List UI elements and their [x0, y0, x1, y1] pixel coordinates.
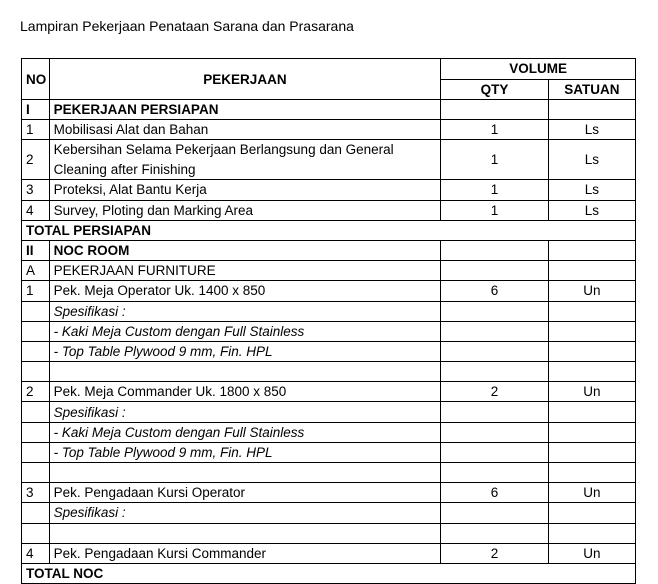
cell-qty	[441, 321, 548, 341]
cell-qty	[441, 341, 548, 361]
cell-satuan	[548, 422, 635, 442]
cell-no: II	[22, 240, 50, 260]
cell-satuan	[548, 100, 635, 120]
total-row	[22, 563, 636, 583]
table-row	[22, 321, 636, 341]
work-table	[21, 58, 636, 584]
cell-no	[22, 301, 50, 321]
cell-satuan: Un	[548, 543, 635, 563]
cell-no: 3	[22, 483, 50, 503]
cell-no	[22, 422, 50, 442]
cell-qty	[441, 503, 548, 523]
cell-no	[22, 503, 50, 523]
cell-pekerjaan: - Top Table Plywood 9 mm, Fin. HPL	[49, 442, 441, 462]
cell-no	[22, 402, 50, 422]
cell-pekerjaan: NOC ROOM	[49, 240, 441, 260]
header-qty: QTY	[441, 79, 548, 100]
cell-pekerjaan: Pek. Meja Operator Uk. 1400 x 850	[49, 281, 441, 301]
cell-satuan	[548, 503, 635, 523]
header-volume: VOLUME	[441, 59, 636, 80]
cell-no	[22, 442, 50, 462]
cell-qty	[441, 240, 548, 260]
cell-pekerjaan: Spesifikasi :	[49, 402, 441, 422]
cell-qty: 2	[441, 543, 548, 563]
cell-qty: 1	[441, 200, 548, 220]
table-row	[22, 402, 636, 422]
cell-qty	[441, 422, 548, 442]
cell-no	[22, 341, 50, 361]
table-row	[22, 301, 636, 321]
cell-qty	[441, 100, 548, 120]
table-row	[22, 180, 636, 200]
cell-satuan	[548, 240, 635, 260]
cell-pekerjaan: PEKERJAAN FURNITURE	[49, 261, 441, 281]
cell-satuan	[548, 341, 635, 361]
header-pekerjaan: PEKERJAAN	[49, 59, 441, 100]
cell-no	[22, 321, 50, 341]
cell-qty	[441, 402, 548, 422]
table-row	[22, 382, 636, 402]
cell-satuan	[548, 261, 635, 281]
cell-no: 2	[22, 140, 50, 180]
table-row	[22, 543, 636, 563]
cell-satuan: Ls	[548, 120, 635, 140]
cell-qty	[441, 523, 548, 543]
cell-pekerjaan: Spesifikasi :	[49, 503, 441, 523]
cell-satuan	[548, 523, 635, 543]
cell-satuan	[548, 463, 635, 483]
cell-pekerjaan	[49, 463, 441, 483]
header-no: NO	[22, 59, 50, 100]
cell-qty	[441, 301, 548, 321]
cell-no: 4	[22, 200, 50, 220]
table-row	[22, 422, 636, 442]
cell-no: 4	[22, 543, 50, 563]
cell-qty: 1	[441, 120, 548, 140]
cell-satuan: Un	[548, 382, 635, 402]
cell-satuan: Ls	[548, 180, 635, 200]
cell-satuan	[548, 321, 635, 341]
cell-qty: 6	[441, 483, 548, 503]
cell-qty	[441, 261, 548, 281]
table-row	[22, 463, 636, 483]
table-row	[22, 120, 636, 140]
cell-pekerjaan: - Kaki Meja Custom dengan Full Stainless	[49, 422, 441, 442]
cell-qty: 6	[441, 281, 548, 301]
cell-qty	[441, 362, 548, 382]
table-row	[22, 442, 636, 462]
cell-satuan: Ls	[548, 200, 635, 220]
header-satuan: SATUAN	[548, 79, 635, 100]
cell-qty: 1	[441, 140, 548, 180]
table-row	[22, 261, 636, 281]
table-row	[22, 341, 636, 361]
cell-satuan: Un	[548, 483, 635, 503]
cell-qty	[441, 463, 548, 483]
table-row	[22, 523, 636, 543]
cell-satuan	[548, 442, 635, 462]
cell-qty: 1	[441, 180, 548, 200]
cell-no: 1	[22, 281, 50, 301]
cell-no	[22, 362, 50, 382]
cell-pekerjaan: Pek. Meja Commander Uk. 1800 x 850	[49, 382, 441, 402]
cell-satuan	[548, 402, 635, 422]
table-row	[22, 483, 636, 503]
cell-no: 2	[22, 382, 50, 402]
table-row	[22, 100, 636, 120]
total-noc-label: TOTAL NOC	[22, 563, 636, 583]
cell-satuan	[548, 362, 635, 382]
total-persiapan-label: TOTAL PERSIAPAN	[22, 220, 636, 240]
cell-pekerjaan: Survey, Ploting dan Marking Area	[49, 200, 441, 220]
cell-pekerjaan: PEKERJAAN PERSIAPAN	[49, 100, 441, 120]
cell-satuan	[548, 301, 635, 321]
cell-no: 3	[22, 180, 50, 200]
table-row	[22, 240, 636, 260]
cell-pekerjaan: Spesifikasi :	[49, 301, 441, 321]
cell-pekerjaan: Pek. Pengadaan Kursi Commander	[49, 543, 441, 563]
cell-no	[22, 463, 50, 483]
document-title: Lampiran Pekerjaan Penataan Sarana dan Prasarana	[20, 18, 354, 34]
cell-satuan: Ls	[548, 140, 635, 180]
cell-no	[22, 523, 50, 543]
cell-no: A	[22, 261, 50, 281]
cell-qty: 2	[441, 382, 548, 402]
cell-pekerjaan: - Top Table Plywood 9 mm, Fin. HPL	[49, 341, 441, 361]
total-row	[22, 220, 636, 240]
cell-no: 1	[22, 120, 50, 140]
cell-pekerjaan	[49, 523, 441, 543]
cell-no: I	[22, 100, 50, 120]
table-row	[22, 281, 636, 301]
cell-pekerjaan: Mobilisasi Alat dan Bahan	[49, 120, 441, 140]
cell-satuan: Un	[548, 281, 635, 301]
cell-pekerjaan	[49, 362, 441, 382]
cell-qty	[441, 442, 548, 462]
table-row	[22, 140, 636, 180]
table-row	[22, 362, 636, 382]
cell-pekerjaan: Proteksi, Alat Bantu Kerja	[49, 180, 441, 200]
cell-pekerjaan: - Kaki Meja Custom dengan Full Stainless	[49, 321, 441, 341]
table-row	[22, 200, 636, 220]
table-row	[22, 503, 636, 523]
cell-pekerjaan: Kebersihan Selama Pekerjaan Berlangsung dan General Cleaning after Finishing	[49, 140, 441, 180]
cell-pekerjaan: Pek. Pengadaan Kursi Operator	[49, 483, 441, 503]
